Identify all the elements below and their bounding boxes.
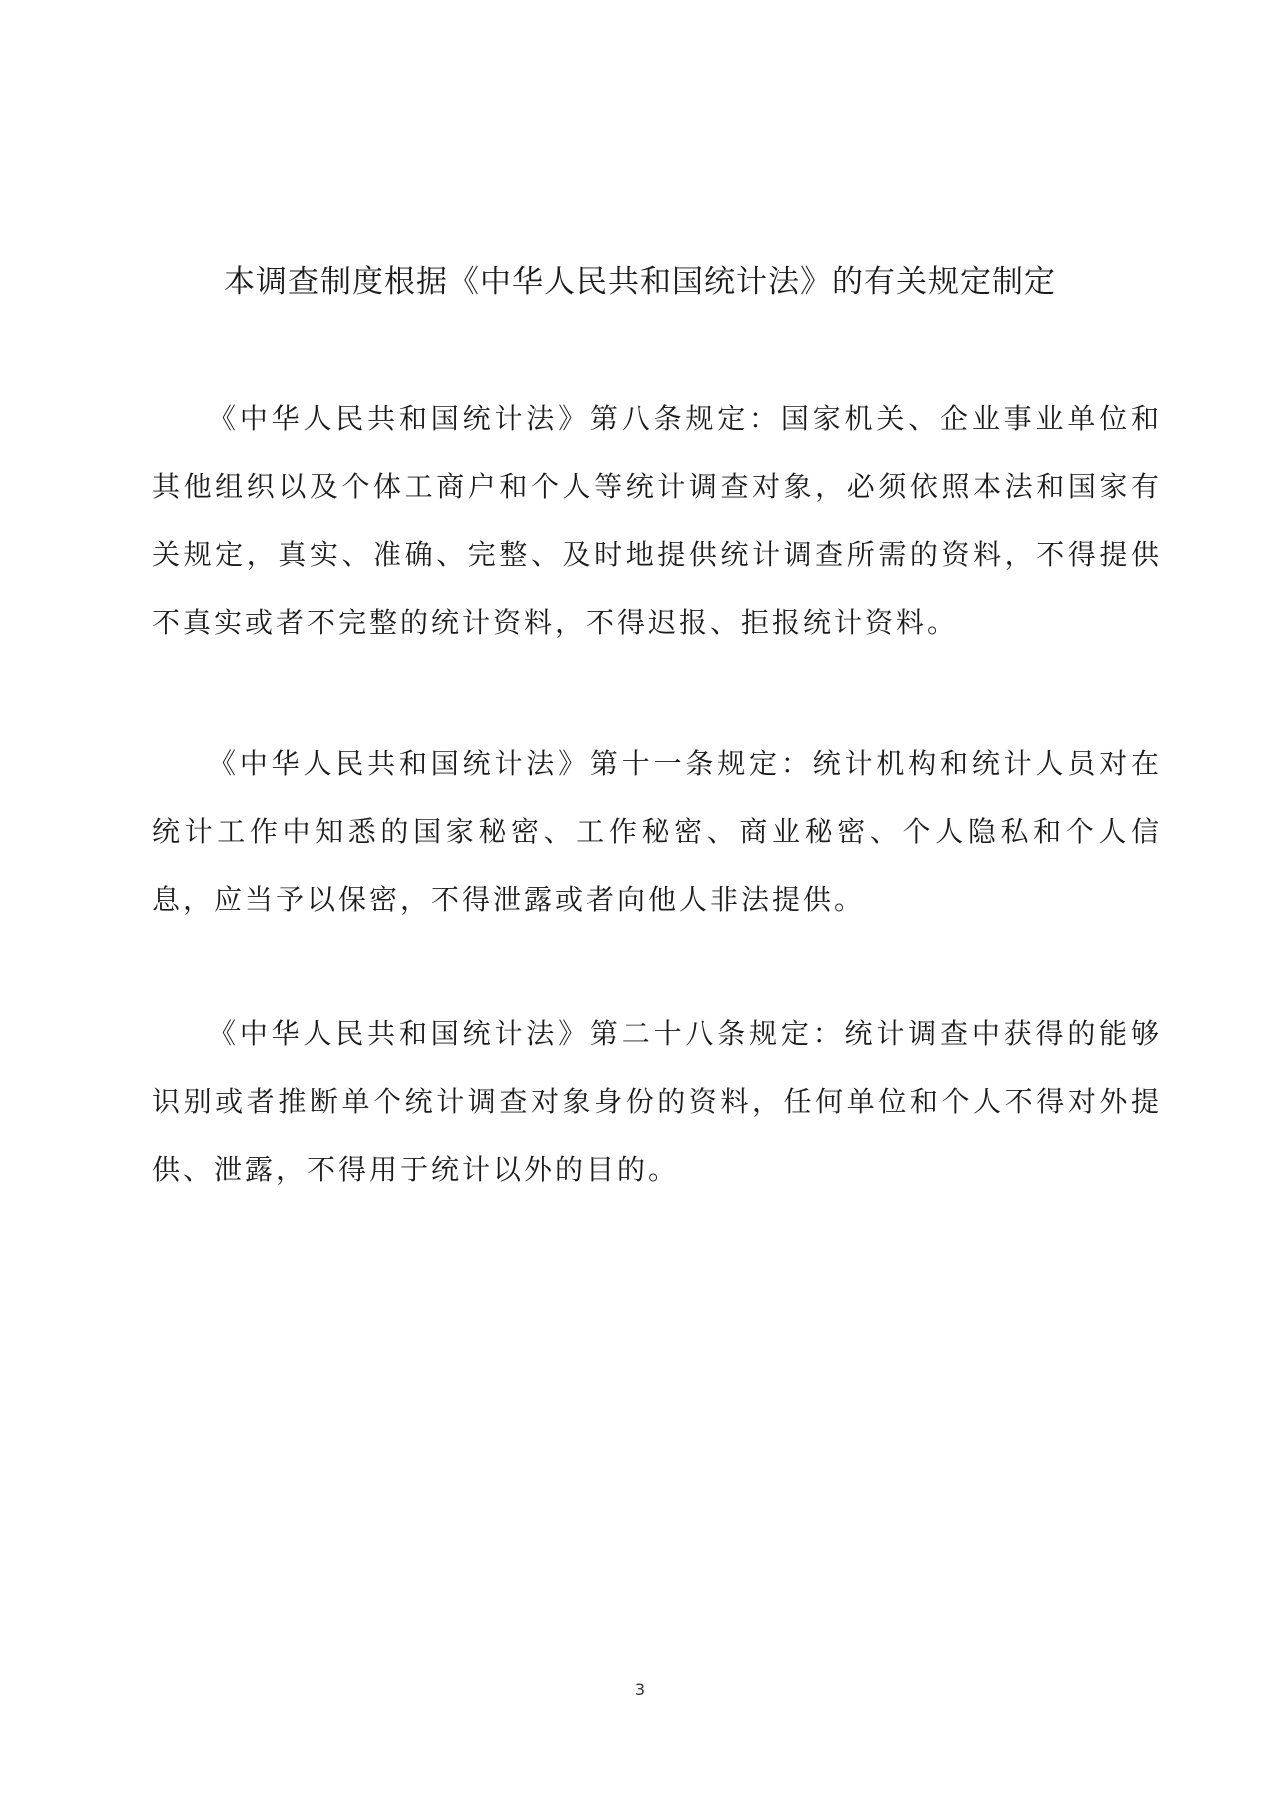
paragraph-article-11: 《中华人民共和国统计法》第十一条规定：统计机构和统计人员对在统计工作中知悉的国家秘密、工作秘密、商业秘密、个人隐私和个人信息，应当予以保密，不得泄露或者向他人非法提供。 [152,747,1162,916]
paragraph-article-8: 《中华人民共和国统计法》第八条规定：国家机关、企业事业单位和其他组织以及个体工商户和个人等统计调查对象，必须依照本法和国家有关规定，真实、准确、完整、及时地提供统计调查所需的资料，不得提供不真实或者不完整的统计资料，不得迟报、拒报统计资料。 [152,402,1162,639]
page-number: 3 [634,1680,646,1699]
paragraph-article-28: 《中华人民共和国统计法》第二十八条规定：统计调查中获得的能够识别或者推断单个统计调查对象身份的资料，任何单位和个人不得对外提供、泄露，不得用于统计以外的目的。 [152,1017,1162,1186]
document-title: 本调查制度根据《中华人民共和国统计法》的有关规定制定 [224,264,1056,300]
